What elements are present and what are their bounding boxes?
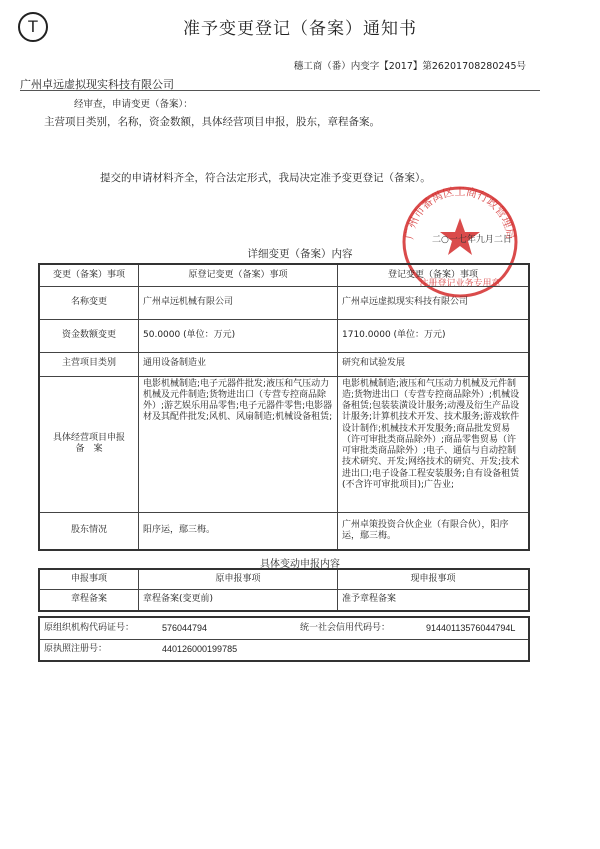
row-before: 广州卓远机械有限公司 bbox=[139, 286, 338, 319]
row-item bbox=[39, 376, 139, 512]
row-item: 章程备案 bbox=[39, 589, 139, 611]
row-item: 名称变更 bbox=[39, 286, 139, 319]
row-item-line1: 具体经营项目申报 bbox=[52, 432, 125, 443]
table-row bbox=[39, 319, 529, 352]
corner-mark: T bbox=[18, 12, 48, 42]
table-row bbox=[39, 589, 529, 611]
detail-table bbox=[38, 263, 530, 551]
detail-title: 详细变更（备案）内容 bbox=[247, 248, 353, 260]
row-item: 主营项目类别 bbox=[39, 352, 139, 376]
company-name: 广州卓远虚拟现实科技有限公司 bbox=[20, 78, 174, 91]
row-before: 通用设备制造业 bbox=[139, 352, 338, 376]
detail-header-after: 登记变更（备案）事项 bbox=[338, 264, 530, 286]
org-code-value: 576044794 bbox=[162, 622, 208, 633]
row-before: 电影机械制造;电子元器件批发;液压和气压动力机械及元件制造;货物进出口（专营专控商品除外）;游艺娱乐用品零售;电子元器件零售;电影器材及其配件批发;风机、风扇制造;机械设备租赁; bbox=[139, 376, 338, 512]
codes-table bbox=[38, 616, 530, 662]
row-item: 股东情况 bbox=[39, 512, 139, 550]
row-after: 1710.0000 (单位：万元) bbox=[338, 319, 530, 352]
row-before: 50.0000 (单位：万元) bbox=[139, 319, 338, 352]
row-after: 准予章程备案 bbox=[338, 589, 530, 611]
org-code-label: 原组织机构代码证号： bbox=[44, 622, 135, 633]
credit-code-label: 统一社会信用代码号： bbox=[300, 622, 391, 633]
specific-header-after: 现申报事项 bbox=[338, 569, 530, 589]
credit-code-value: 91440113576044794L bbox=[426, 622, 516, 633]
change-items-text: 主营项目类别，名称，资金数额，具体经营项目申报，股东，章程备案。 bbox=[44, 116, 380, 128]
row-before: 章程备案(变更前) bbox=[139, 589, 338, 611]
row-after: 广州卓策投资合伙企业（有限合伙），阳序运，鄢三梅。 bbox=[338, 512, 530, 550]
reg-no-value: 440126000199785 bbox=[158, 639, 296, 661]
row-before: 阳序运，鄢三梅。 bbox=[139, 512, 338, 550]
row-item-line2: 备 案 bbox=[75, 444, 103, 454]
table-row bbox=[39, 376, 529, 512]
table-row bbox=[39, 512, 529, 550]
table-row bbox=[39, 352, 529, 376]
table-row bbox=[39, 286, 529, 319]
issue-date: 二○一七年九月二日 bbox=[432, 235, 512, 245]
specific-title: 具体变动申报内容 bbox=[260, 559, 340, 570]
specific-header-item: 申报事项 bbox=[39, 569, 139, 589]
seal-text-top: 广州市番禺区工商行政管理局 bbox=[402, 185, 518, 241]
decision-text: 提交的申请材料齐全，符合法定形式，我局决定准予变更登记（备案）。 bbox=[100, 172, 431, 184]
detail-header-before: 原登记变更（备案）事项 bbox=[139, 264, 338, 286]
specific-table bbox=[38, 568, 530, 612]
row-after: 电影机械制造;液压和气压动力机械及元件制造;货物进出口（专营专控商品除外）;机械设备租赁;包装装潢设计服务;动漫及衍生产品设计服务;计算机技术开发、技术服务;游戏软件设计制作;机械技术开发服务;商品批发贸易（许可审批类商品除外）;商品零售贸易（许可审批类商品除外）;电子、通信与自动控制技术研究、开发;网络技术的研究、开发;技术进出口;电子设备工程安装服务;自有设备租赁(不含许可审批项目);广告业; bbox=[338, 376, 530, 512]
row-after: 研究和试验发展 bbox=[338, 352, 530, 376]
company-underline bbox=[20, 90, 540, 91]
detail-header-item: 变更（备案）事项 bbox=[39, 264, 139, 286]
row-after: 广州卓远虚拟现实科技有限公司 bbox=[338, 286, 530, 319]
specific-header-before: 原申报事项 bbox=[139, 569, 338, 589]
review-text: 经审查，申请变更（备案）： bbox=[74, 99, 193, 110]
document-title: 准予变更登记（备案）通知书 bbox=[183, 19, 417, 39]
document-number: 穗工商（番）内变字【2017】第26201708280245号 bbox=[293, 61, 526, 72]
reg-no-label: 原执照注册号： bbox=[39, 639, 158, 661]
row-item: 资金数额变更 bbox=[39, 319, 139, 352]
seal-text-bottom: 注册登记业务专用章 bbox=[419, 279, 501, 289]
